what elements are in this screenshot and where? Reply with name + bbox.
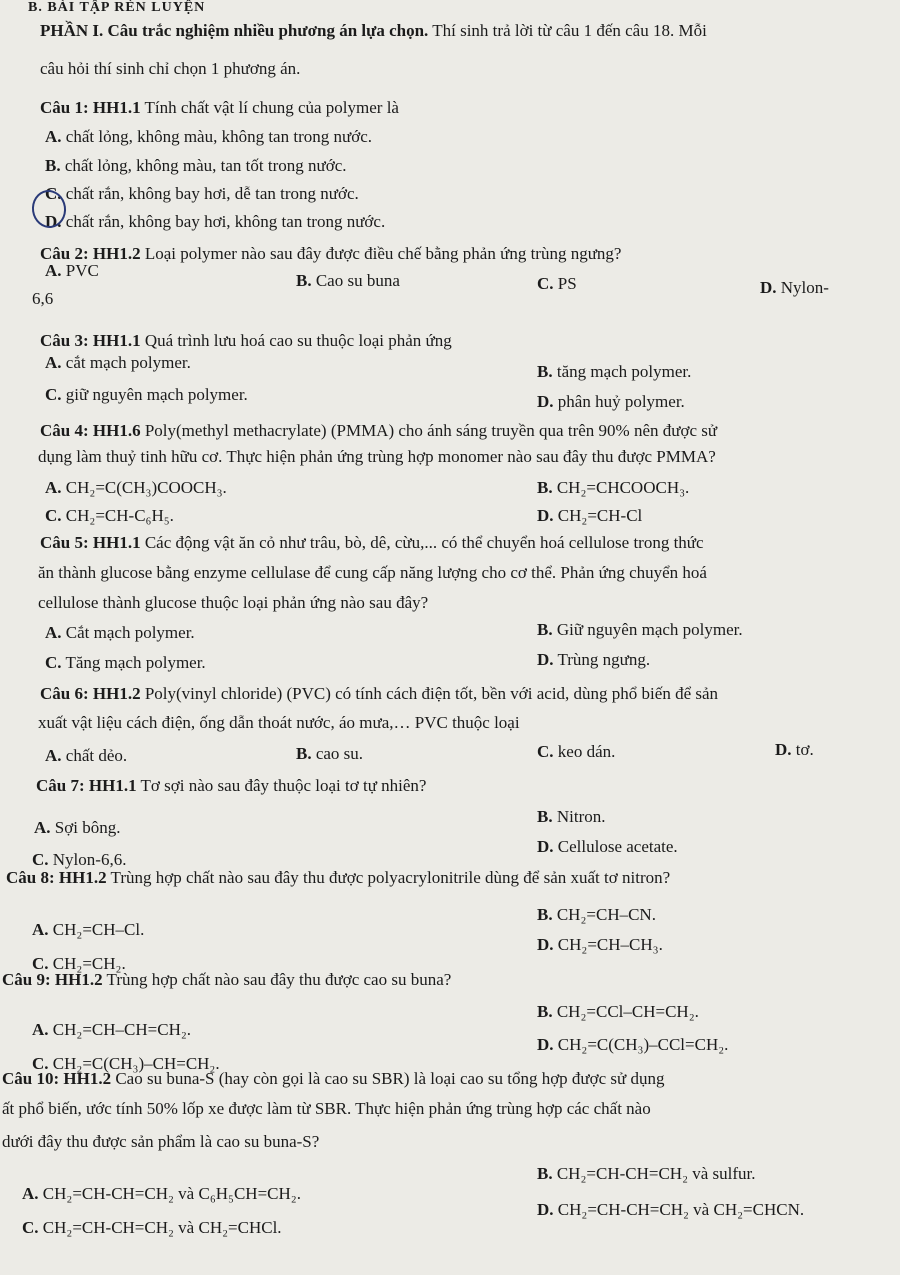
question-6-cont: xuất vật liệu cách điện, ống dẫn thoát nước, áo mưa,… PVC thuộc loại (38, 713, 520, 732)
q2-option-c[interactable]: C. PS (537, 274, 577, 293)
q6-option-d[interactable]: D. tơ. (775, 740, 814, 759)
q10-option-a[interactable]: A. CH₂=CH-CH=CH₂ và C₆H₅CH=CH₂. (22, 1184, 301, 1203)
question-5-cont2: cellulose thành glucose thuộc loại phản ứng nào sau đây? (38, 593, 429, 612)
q6-option-c[interactable]: C. keo dán. (537, 742, 616, 761)
q6-option-a[interactable]: A. chất dẻo. (45, 746, 128, 765)
question-6: Câu 6: HH1.2 Poly(vinyl chloride) (PVC) có tính cách điện tốt, bền với acid, dùng phổ biến để sản (40, 684, 719, 703)
question-10-cont: ất phổ biến, ước tính 50% lốp xe được làm từ SBR. Thực hiện phản ứng trùng hợp các chất nào (2, 1099, 651, 1118)
q4-option-a[interactable]: A. CH₂=C(CH₃)COOCH₃. (45, 478, 227, 497)
q5-option-a[interactable]: A. Cắt mạch polymer. (45, 623, 195, 642)
question-1 (40, 97, 399, 119)
q10-option-d[interactable]: D. CH₂=CH-CH=CH₂ và CH₂=CHCN. (537, 1200, 805, 1219)
q1-option-c[interactable]: C. chất rắn, không bay hơi, dễ tan trong nước. (45, 184, 359, 203)
q5-option-d[interactable]: D. Trùng ngưng. (537, 650, 651, 669)
q1-text: Tính chất vật lí chung của polymer là (140, 98, 399, 117)
question-4: Câu 4: HH1.6 Poly(methyl methacrylate) (PMMA) cho ánh sáng truyền qua trên 90% nên được sử (40, 421, 718, 440)
q8-option-b[interactable]: B. CH₂=CH–CN. (537, 905, 656, 924)
question-10-cont2: dưới đây thu được sản phẩm là cao su buna-S? (2, 1132, 320, 1151)
q2-option-d-cont: 6,6 (32, 289, 54, 308)
q1-label: Câu 1: HH1.1 (40, 98, 141, 117)
q5-option-b[interactable]: B. Giữ nguyên mạch polymer. (537, 620, 743, 639)
q2-option-d[interactable]: D. Nylon- (760, 278, 829, 297)
q3-option-a[interactable]: A. cắt mạch polymer. (45, 353, 191, 372)
q3-option-b[interactable]: B. tăng mạch polymer. (537, 362, 692, 381)
question-10: Câu 10: HH1.2 Cao su buna-S (hay còn gọi là cao su SBR) là loại cao su tổng hợp được sử dụng (2, 1069, 665, 1088)
question-4-cont: dụng làm thuỷ tinh hữu cơ. Thực hiện phản ứng trùng hợp monomer nào sau đây thu được PMMA? (38, 447, 716, 466)
q7-option-d[interactable]: D. Cellulose acetate. (537, 837, 678, 856)
part-desc-2: câu hỏi thí sinh chỉ chọn 1 phương án. (40, 59, 301, 78)
q10-option-c[interactable]: C. CH₂=CH-CH=CH₂ và CH₂=CHCl. (22, 1218, 282, 1237)
q8-option-c[interactable]: C. CH₂=CH₂. (32, 954, 126, 973)
question-2: Câu 2: HH1.2 Loại polymer nào sau đây được điều chế bằng phản ứng trùng ngưng? (40, 244, 622, 263)
q4-option-b[interactable]: B. CH₂=CHCOOCH₃. (537, 478, 690, 497)
q2-option-b[interactable]: B. Cao su buna (296, 271, 400, 290)
q2-option-a[interactable]: A. PVC (45, 261, 99, 280)
q4-option-d[interactable]: D. CH₂=CH-Cl (537, 506, 643, 525)
q9-option-c[interactable]: C. CH₂=C(CH₃)–CH=CH₂. (32, 1054, 220, 1073)
q10-option-b[interactable]: B. CH₂=CH-CH=CH₂ và sulfur. (537, 1164, 756, 1183)
q7-option-b[interactable]: B. Nitron. (537, 807, 606, 826)
q4-option-c[interactable]: C. CH₂=CH-C₆H₅. (45, 506, 174, 525)
question-3: Câu 3: HH1.1 Quá trình lưu hoá cao su thuộc loại phản ứng (40, 331, 452, 350)
q1-option-d[interactable]: D. chất rắn, không bay hơi, không tan trong nước. (45, 212, 386, 231)
q1-option-a[interactable]: A. chất lỏng, không màu, không tan trong nước. (45, 127, 372, 146)
q1-option-b[interactable]: B. chất lỏng, không màu, tan tốt trong nước. (45, 156, 347, 175)
q9-option-b[interactable]: B. CH₂=CCl–CH=CH₂. (537, 1002, 699, 1021)
part-heading (40, 20, 707, 42)
part-desc: Thí sinh trả lời từ câu 1 đến câu 18. Mỗi (428, 21, 707, 40)
part-title: PHẦN I. Câu trắc nghiệm nhiều phương án lựa chọn. (40, 21, 429, 40)
q3-option-c[interactable]: C. giữ nguyên mạch polymer. (45, 385, 248, 404)
section-header: B. BÀI TẬP RÈN LUYỆN (28, 0, 206, 15)
question-5: Câu 5: HH1.1 Các động vật ăn cỏ như trâu, bò, dê, cừu,... có thể chuyển hoá cellulose trong thức (40, 533, 704, 552)
q3-option-d[interactable]: D. phân huỷ polymer. (537, 392, 685, 411)
q7-option-a[interactable]: A. Sợi bông. (34, 818, 121, 837)
question-9: Câu 9: HH1.2 Trùng hợp chất nào sau đây thu được cao su buna? (2, 970, 452, 989)
q8-option-a[interactable]: A. CH₂=CH–Cl. (32, 920, 145, 939)
q9-option-d[interactable]: D. CH₂=C(CH₃)–CCl=CH₂. (537, 1035, 729, 1054)
q5-option-c[interactable]: C. Tăng mạch polymer. (45, 653, 206, 672)
q9-option-a[interactable]: A. CH₂=CH–CH=CH₂. (32, 1020, 192, 1039)
q7-option-c[interactable]: C. Nylon-6,6. (32, 850, 127, 869)
question-8: Câu 8: HH1.2 Trùng hợp chất nào sau đây thu được polyacrylonitrile dùng để sản xuất tơ nitron? (6, 868, 671, 887)
question-5-cont: ăn thành glucose bằng enzyme cellulase để cung cấp năng lượng cho cơ thể. Phản ứng chuyển hoá (38, 563, 707, 582)
q8-option-d[interactable]: D. CH₂=CH–CH₃. (537, 935, 663, 954)
question-7: Câu 7: HH1.1 Tơ sợi nào sau đây thuộc loại tơ tự nhiên? (36, 776, 427, 795)
q6-option-b[interactable]: B. cao su. (296, 744, 364, 763)
